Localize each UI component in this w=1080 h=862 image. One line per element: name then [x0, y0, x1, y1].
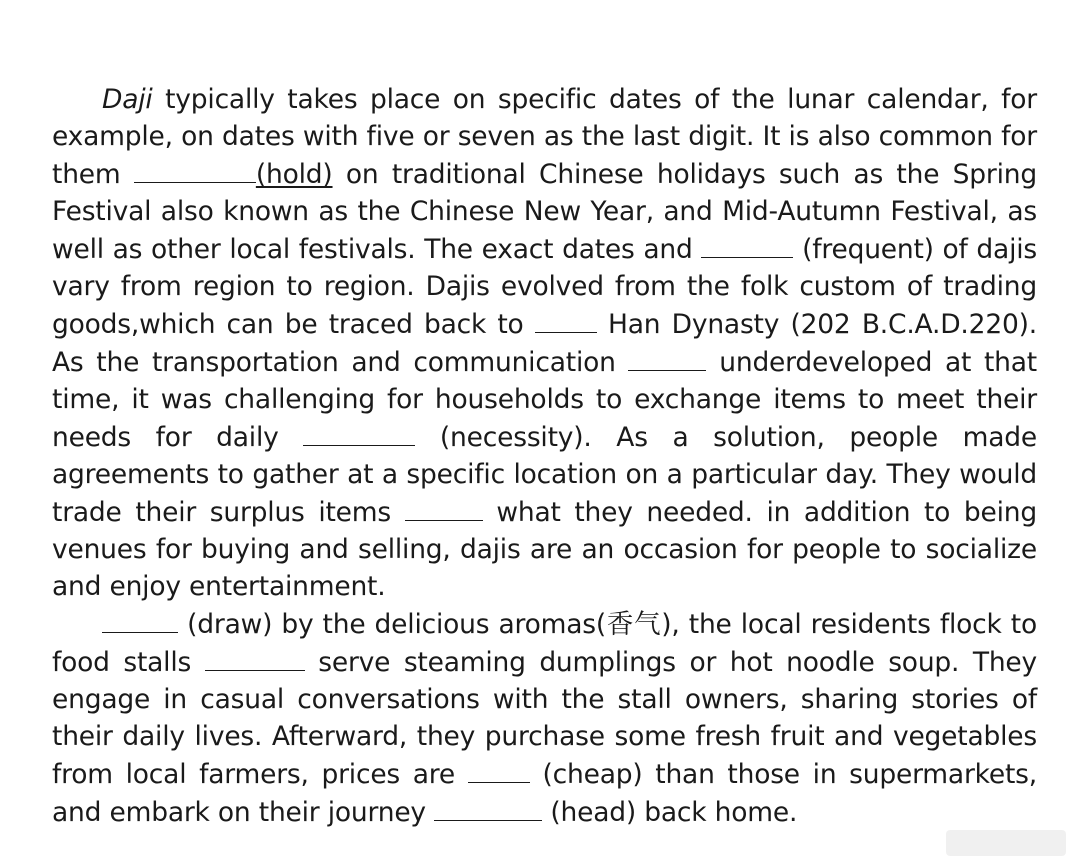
- answer-blank[interactable]: [434, 793, 542, 821]
- passage-text: on traditional Chinese holidays such as the Spring Festival also known as the Chinese New Year, and Mid-Autumn Festival, as well as other local festivals. The exact dates and: [52, 159, 1037, 265]
- answer-blank[interactable]: [701, 230, 793, 258]
- passage-text: underdeveloped at that time, it was challenging for households to exchange items to meet their needs for daily: [52, 347, 1037, 453]
- answer-blank[interactable]: [628, 343, 706, 371]
- answer-blank[interactable]: [205, 643, 305, 671]
- hint-word: (hold): [255, 159, 333, 190]
- answer-blank[interactable]: [134, 155, 256, 183]
- answer-blank[interactable]: [468, 755, 530, 783]
- answer-blank[interactable]: [303, 418, 415, 446]
- passage-text: (draw) by the delicious aromas(香气), the local residents flock to food stalls: [52, 609, 1037, 678]
- answer-blank[interactable]: [405, 493, 483, 521]
- exercise-passage: [52, 81, 1037, 831]
- answer-blank[interactable]: [535, 305, 597, 333]
- passage-text: (cheap) than those in supermarkets, and embark on their journey: [52, 759, 1037, 828]
- passage-text: (frequent) of dajis vary from region to region. Dajis evolved from the folk custom of trading goods,which can be traced back to: [52, 234, 1037, 340]
- passage-text: (head) back home.: [542, 797, 798, 828]
- italic-term: Daji: [102, 84, 153, 115]
- passage-text: what they needed. in addition to being venues for buying and selling, dajis are an occasion for people to socialize and enjoy entertainment.: [52, 497, 1037, 602]
- watermark: [946, 830, 1066, 856]
- passage-text: (necessity). As a solution, people made agreements to gather at a specific location on a particular day. They would trade their surplus items: [52, 422, 1037, 528]
- answer-blank[interactable]: [102, 605, 178, 633]
- passage-text: Han Dynasty (202 B.C.A.D.220). As the transportation and communication: [52, 309, 1038, 378]
- paragraph-daji-dates: [52, 81, 1037, 605]
- passage-text: typically takes place on specific dates of the lunar calendar, for example, on dates with five or seven as the last digit. It is also common for them: [52, 84, 1037, 190]
- passage-text: serve steaming dumplings or hot noodle soup. They engage in casual conversations with the stall owners, sharing stories of their daily lives. Afterward, they purchase some fresh fruit and vegetables from local farmers, prices are: [52, 647, 1037, 790]
- paragraph-food-stalls: [52, 605, 1037, 831]
